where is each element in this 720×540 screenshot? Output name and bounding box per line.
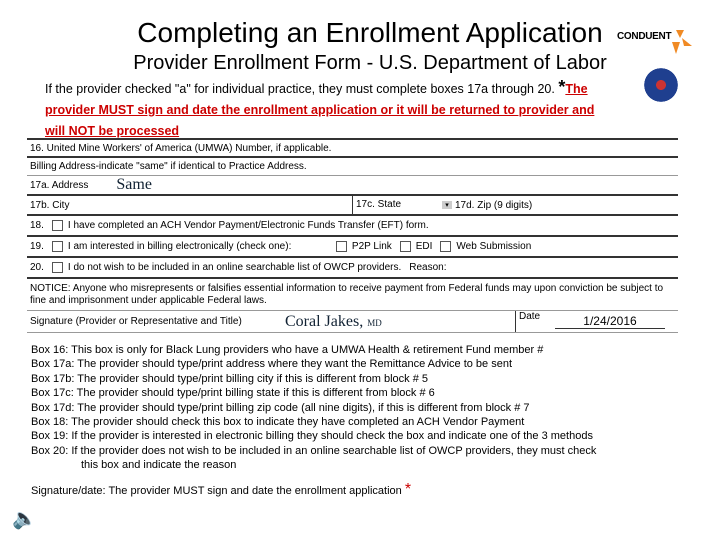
notice bbox=[27, 279, 678, 311]
text: I do not wish to be included in an online searchable list of OWCP providers. bbox=[67, 262, 402, 273]
text: Box 19: If the provider is interested in electronic billing they should check the box and indicate one of the 3 methods bbox=[31, 430, 593, 443]
text: Reason: bbox=[409, 262, 447, 273]
text: Box 18: The provider should check this box to indicate they have completed an ACH Vendor Payment bbox=[31, 416, 525, 429]
conduent-logo-icon bbox=[672, 30, 692, 54]
text bbox=[682, 38, 692, 46]
signature-note bbox=[31, 481, 411, 499]
text: 20. bbox=[30, 262, 44, 273]
text bbox=[676, 30, 684, 38]
text: Web Submission bbox=[456, 241, 532, 252]
text: 17d. Zip (9 digits) bbox=[455, 199, 533, 211]
text: Coral Jakes, bbox=[285, 312, 364, 330]
text: 18. bbox=[30, 220, 44, 231]
conduent-logo: CONDUENT bbox=[617, 31, 672, 42]
box-notes bbox=[31, 343, 596, 473]
text: Box 17c: The provider should type/print billing state if this is different from block # 6 bbox=[31, 387, 435, 400]
enrollment-form-excerpt bbox=[27, 138, 678, 333]
row-16 bbox=[27, 140, 678, 158]
text: Box 17a: The provider should type/print address where they want the Remittance Advice to be sent bbox=[31, 358, 513, 371]
text bbox=[672, 42, 680, 54]
intro-text bbox=[45, 77, 605, 142]
address-value: Same bbox=[116, 176, 152, 193]
text: 19. bbox=[30, 241, 44, 252]
text: I have completed an ACH Vendor Payment/Electronic Funds Transfer (EFT) form. bbox=[67, 220, 429, 231]
checkbox-19[interactable] bbox=[52, 241, 63, 252]
text: MD bbox=[367, 317, 382, 328]
speaker-icon[interactable]: 🔈 bbox=[12, 508, 37, 530]
text bbox=[27, 196, 678, 216]
text bbox=[27, 158, 678, 176]
slide-subtitle: Provider Enrollment Form - U.S. Department of Labor bbox=[133, 52, 607, 74]
checkbox-20[interactable] bbox=[52, 262, 63, 273]
text: I am interested in billing electronically (check one): bbox=[67, 241, 292, 252]
date-value: 1/24/2016 bbox=[555, 314, 665, 329]
text: P2P Link bbox=[351, 241, 392, 252]
text: If the provider checked "a" for individual practice, they must complete boxes 17a through 20. bbox=[45, 82, 555, 96]
checkbox-web[interactable] bbox=[440, 241, 451, 252]
signature-value bbox=[285, 313, 515, 331]
text: Box 20: If the provider does not wish to be included in an online searchable list of OWCP providers, they must check bbox=[31, 444, 597, 457]
text: * bbox=[558, 77, 566, 97]
text: * bbox=[404, 481, 412, 498]
text: Box 17b: The provider should type/print billing city if this is different from block # 5 bbox=[31, 372, 429, 385]
text: 17a. Address bbox=[30, 179, 89, 191]
text: Box 17d: The provider should type/print billing zip code (all nine digits), if this is different from block # 7 bbox=[31, 401, 530, 414]
text: 17b. City bbox=[30, 199, 70, 211]
text: Signature (Provider or Representative and Title) bbox=[30, 316, 242, 327]
chevron-down-icon[interactable]: ▾ bbox=[442, 201, 452, 209]
slide-title: Completing an Enrollment Application bbox=[137, 17, 603, 48]
text: NOTICE: Anyone who misrepresents or falsifies essential information to receive payment from Federal funds may upon conviction be subject to fine and imprisonment under applicable Federal laws. bbox=[30, 282, 664, 306]
checkbox-18[interactable] bbox=[52, 220, 63, 231]
text bbox=[27, 311, 678, 333]
text: Billing Address-indicate "same" if identical to Practice Address. bbox=[30, 161, 307, 172]
state-select[interactable]: 17c. State bbox=[352, 196, 442, 214]
text bbox=[27, 258, 678, 279]
text: this box and indicate the reason bbox=[81, 459, 237, 472]
checkbox-p2p[interactable] bbox=[336, 241, 347, 252]
text: 16. United Mine Workers' of America (UMWA) Number, if applicable. bbox=[30, 142, 332, 154]
text: EDI bbox=[415, 241, 433, 252]
text bbox=[27, 237, 678, 258]
text: Date bbox=[515, 311, 555, 332]
text: Signature/date: The provider MUST sign and date the enrollment application bbox=[31, 485, 402, 497]
dol-seal-icon bbox=[642, 66, 680, 104]
checkbox-edi[interactable] bbox=[400, 241, 411, 252]
warning-text: The provider MUST sign and date the enrollment application or it will be returned to provider and will NOT be processed bbox=[45, 82, 595, 138]
text bbox=[27, 216, 678, 237]
text: Box 16: This box is only for Black Lung providers who have a UMWA Health & retirement Fund member # bbox=[31, 344, 544, 356]
text bbox=[27, 176, 678, 196]
